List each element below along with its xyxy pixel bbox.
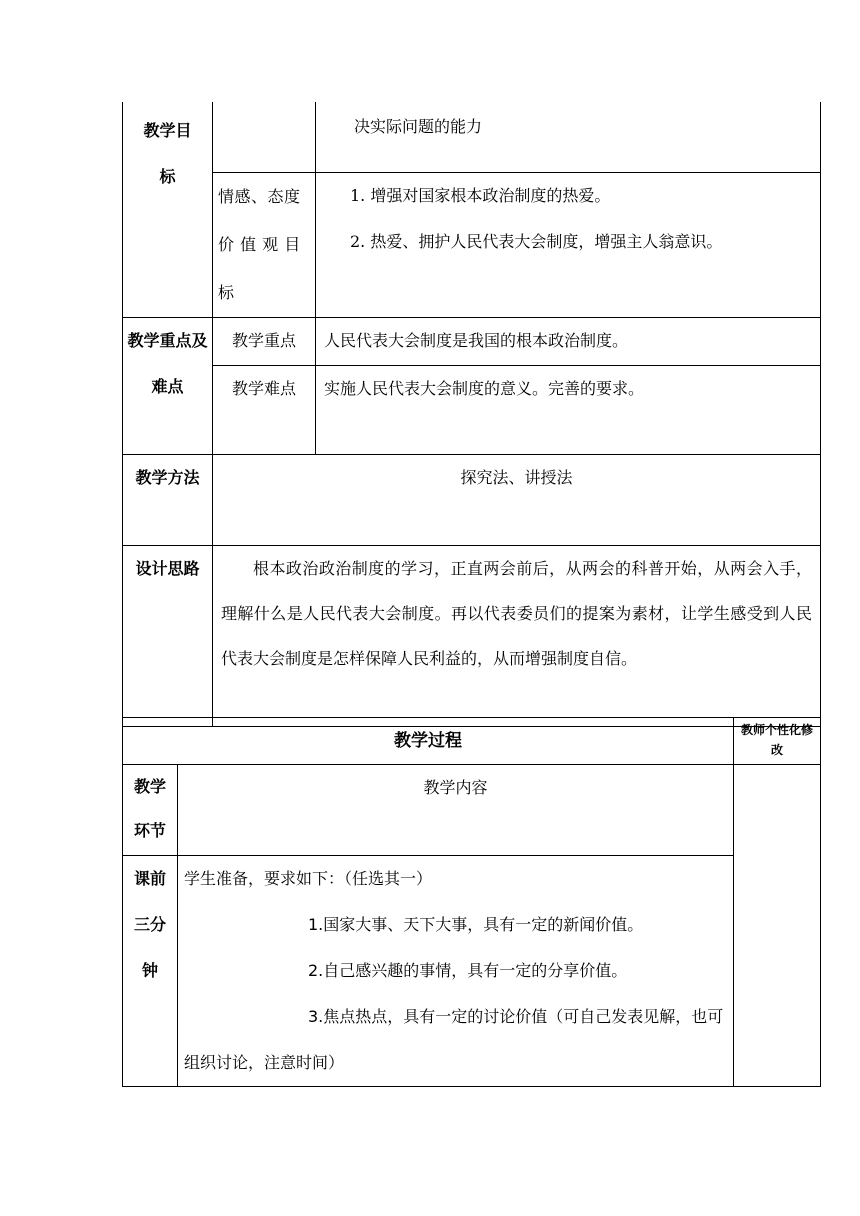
stage1-content — [178, 856, 734, 1087]
teacher-edit-header: 教师个性化修改 — [734, 718, 821, 765]
key-point-label: 教学重点 — [213, 317, 316, 365]
item1-number: 1. — [308, 915, 324, 934]
item2-text: 自己感兴趣的事情，具有一定的分享价值。 — [323, 961, 628, 980]
process-title: 教学过程 — [123, 718, 734, 765]
item1-text: 国家大事、天下大事，具有一定的新闻价值。 — [323, 915, 644, 934]
difficulty-label: 教学难点 — [213, 365, 316, 454]
emotion-label: 情感、态度价 值 观 目 标 — [213, 172, 316, 317]
objectives-skill-cont — [316, 102, 821, 172]
teacher-edit-cell — [734, 765, 821, 1087]
objectives-label-line2: 标 — [159, 167, 176, 186]
item3-number: 3. — [308, 1007, 324, 1026]
design-label: 设计思路 — [123, 545, 213, 726]
teaching-process-table — [122, 717, 821, 1087]
item2-number: 2. — [308, 961, 324, 980]
design-text: 根本政治政治制度的学习，正直两会前后，从两会的科普开始，从两会入手，理解什么是人民代表大会制度。再以代表委员们的提案为素材，让学生感受到人民代表大会制度是怎样保障人民利益的，从而增强制度自信。 — [213, 545, 821, 726]
lesson-plan-table-upper — [122, 102, 821, 727]
difficulty-text: 实施人民代表大会制度的意义。完善的要求。 — [316, 365, 821, 454]
stage1-intro: 学生准备，要求如下：（任选其一） — [184, 869, 433, 888]
objectives-label — [123, 102, 213, 317]
method-text: 探究法、讲授法 — [213, 454, 821, 545]
stage1-label: 课前三分钟 — [123, 856, 178, 1087]
emotion-item-2: 2. 热爱、拥护人民代表大会制度，增强主人翁意识。 — [350, 231, 723, 251]
key-point-text: 人民代表大会制度是我国的根本政治制度。 — [316, 317, 821, 365]
stage1-item-3 — [184, 994, 727, 1086]
emotion-item-1: 1. 增强对国家根本政治制度的热爱。 — [350, 185, 611, 205]
method-label: 教学方法 — [123, 454, 213, 545]
objectives-skill-text: 决实际问题的能力 — [354, 117, 483, 136]
objectives-skill-label-cell — [213, 102, 316, 172]
item3-text: 焦点热点，具有一定的讨论价值（可自己发表见解，也可组织讨论，注意时间） — [184, 1007, 724, 1072]
objectives-label-line1: 教学目 — [143, 121, 192, 140]
stage1-item-2 — [184, 948, 727, 994]
content-header: 教学内容 — [178, 765, 734, 856]
stage1-item-1 — [184, 902, 727, 948]
emotion-content — [316, 172, 821, 317]
focus-label: 教学重点及难点 — [123, 317, 213, 454]
stage-header: 教学环节 — [123, 765, 178, 856]
